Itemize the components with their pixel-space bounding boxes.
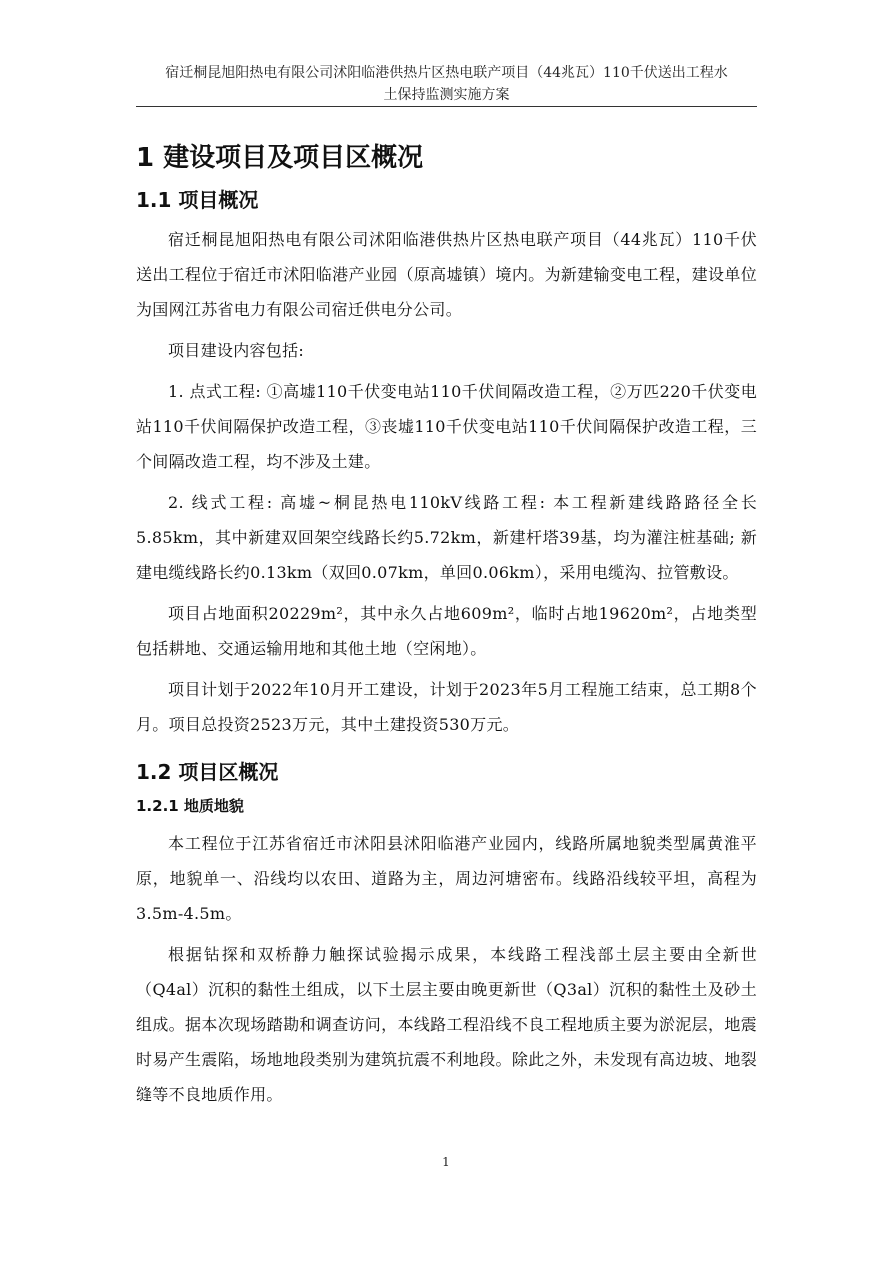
running-header-line-2: 土保持监测实施方案 [383,87,510,103]
chapter-title: 1 建设项目及项目区概况 [136,143,424,173]
running-header-line-1: 宿迁桐昆旭阳热电有限公司沭阳临港供热片区热电联产项目（44兆瓦）110千伏送出工程水 [165,65,728,81]
paragraph-land-occupation: 项目占地面积20229m²，其中永久占地609m²，临时占地19620m²，占地类型包括耕地、交通运输用地和其他土地（空闲地）。 [136,604,757,658]
section-title-project-overview: 1.1 项目概况 [136,188,259,212]
section-title-project-area: 1.2 项目区概况 [136,760,279,784]
paragraph-project-location: 宿迁桐昆旭阳热电有限公司沭阳临港供热片区热电联产项目（44兆瓦）110千伏送出工程位于宿迁市沭阳临港产业园（原高墟镇）境内。为新建输变电工程，建设单位为国网江苏省电力有限公司宿迁供电分公司。 [136,230,757,319]
paragraph-schedule-investment: 项目计划于2022年10月开工建设，计划于2023年5月工程施工结束，总工期8个月。项目总投资2523万元，其中土建投资530万元。 [136,680,757,734]
page-number: 1 [442,1155,450,1169]
paragraph-geology: 根据钻探和双桥静力触探试验揭示成果，本线路工程浅部土层主要由全新世（Q4al）沉积的黏性土组成，以下土层主要由晚更新世（Q3al）沉积的黏性土及砂土组成。据本次现场踏勘和调查访问，本线路工程沿线不良工程地质主要为淤泥层，地震时易产生震陷，场地地段类别为建筑抗震不利地段。除此之外，未发现有高边坡、地裂缝等不良地质作用。 [136,945,757,1104]
paragraph-construction-content-intro: 项目建设内容包括: [168,341,305,360]
subsection-title-geology: 1.2.1 地质地貌 [136,797,244,815]
paragraph-point-works: 1. 点式工程: ①高墟110千伏变电站110千伏间隔改造工程，②万匹220千伏变电站110千伏间隔保护改造工程，③丧墟110千伏变电站110千伏间隔保护改造工程，三个间隔改造工程，均不涉及土建。 [136,382,757,471]
main-content [136,138,757,1118]
paragraph-line-works: 2. 线式工程: 高墟~桐昆热电110kV线路工程: 本工程新建线路路径全长5.85km，其中新建双回架空线路长约5.72km，新建杆塔39基，均为灌注桩基础; 新建电缆线路长约0.13km（双回0.07km，单回0.06km），采用电缆沟、拉管敷设。 [136,493,757,582]
header-divider [136,106,757,107]
paragraph-landform: 本工程位于江苏省宿迁市沭阳县沭阳临港产业园内，线路所属地貌类型属黄淮平原，地貌单一、沿线均以农田、道路为主，周边河塘密布。线路沿线较平坦，高程为3.5m-4.5m。 [136,834,757,923]
running-header [136,62,757,106]
